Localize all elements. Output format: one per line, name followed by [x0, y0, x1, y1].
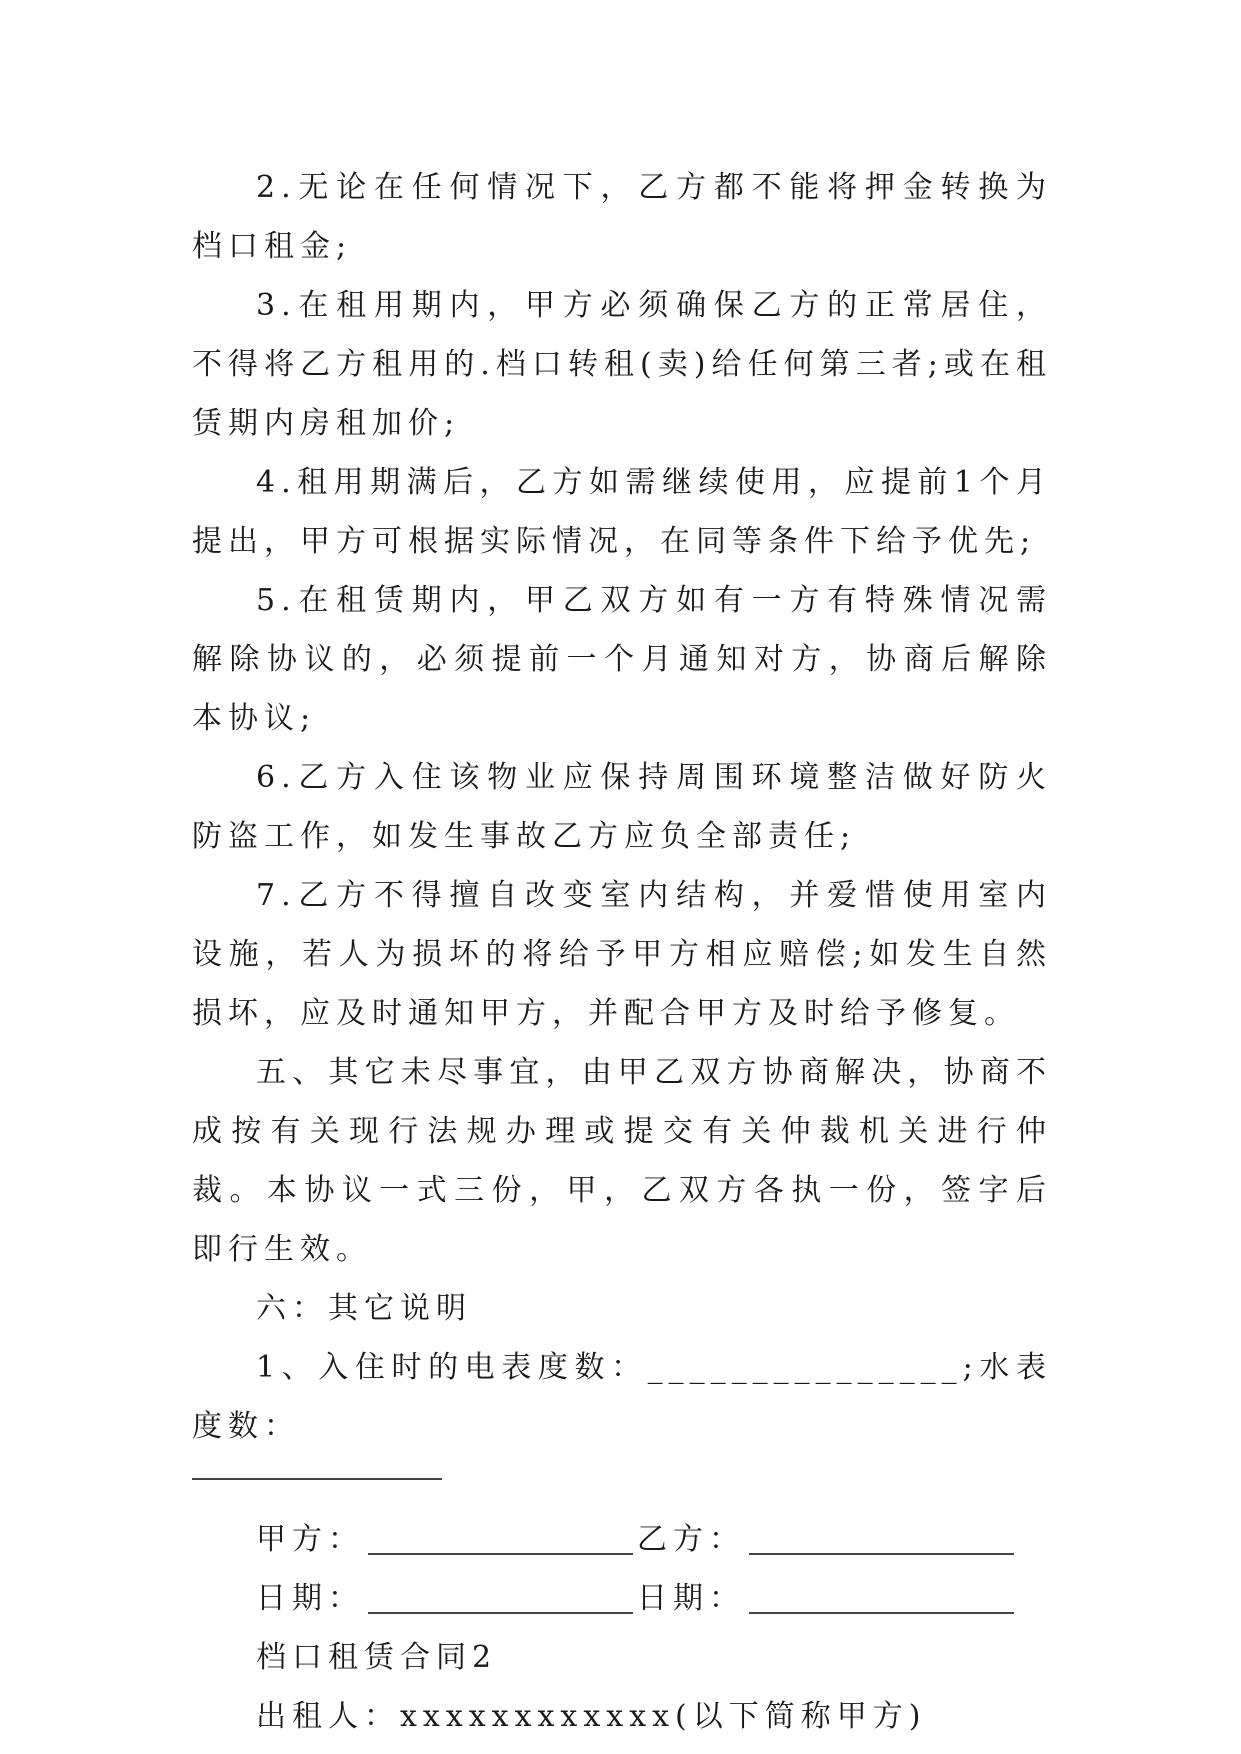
meter-reading-line: 1、入住时的电表度数：_______________;水表度数：	[192, 1350, 1052, 1444]
document-body	[192, 158, 1052, 1746]
party-b-blank	[749, 1553, 1014, 1555]
date-a-blank	[368, 1612, 633, 1614]
date-row	[192, 1569, 1052, 1628]
clause-6: 6.乙方入住该物业应保持周围环境整洁做好防火防盗工作，如发生事故乙方应负全部责任;	[192, 760, 1052, 854]
clause-2: 2.无论在任何情况下，乙方都不能将押金转换为档口租金;	[192, 170, 1052, 264]
date-b-label: 日期：	[637, 1581, 745, 1616]
clause-4: 4.租用期满后，乙方如需继续使用，应提前1个月提出，甲方可根据实际情况，在同等条件下给予优先;	[192, 465, 1052, 559]
clause-5: 5.在租赁期内，甲乙双方如有一方有特殊情况需解除协议的，必须提前一个月通知对方，协商后解除本协议;	[192, 583, 1052, 736]
lessor-line: 出租人：xxxxxxxxxxxx(以下简称甲方)	[256, 1699, 927, 1734]
party-a-label: 甲方：	[256, 1522, 364, 1557]
date-b-blank	[749, 1612, 1014, 1614]
party-a-blank	[368, 1553, 633, 1555]
section-six-heading: 六：其它说明	[256, 1291, 472, 1326]
section-five: 五、其它未尽事宜，由甲乙双方协商解决，协商不成按有关现行法规办理或提交有关仲裁机关进行仲裁。本协议一式三份，甲，乙双方各执一份，签字后即行生效。	[192, 1055, 1052, 1267]
clause-7: 7.乙方不得擅自改变室内结构，并爱惜使用室内设施，若人为损坏的将给予甲方相应赔偿;如发生自然损坏，应及时通知甲方，并配合甲方及时给予修复。	[192, 878, 1052, 1031]
party-b-label: 乙方：	[637, 1522, 745, 1557]
clause-3: 3.在租用期内，甲方必须确保乙方的正常居住，不得将乙方租用的.档口转租(卖)给任何第三者;或在租赁期内房租加价;	[192, 288, 1052, 441]
signature-row	[192, 1510, 1052, 1569]
water-meter-blank	[192, 1478, 442, 1480]
date-a-label: 日期：	[256, 1581, 364, 1616]
contract-title: 档口租赁合同2	[256, 1640, 498, 1675]
